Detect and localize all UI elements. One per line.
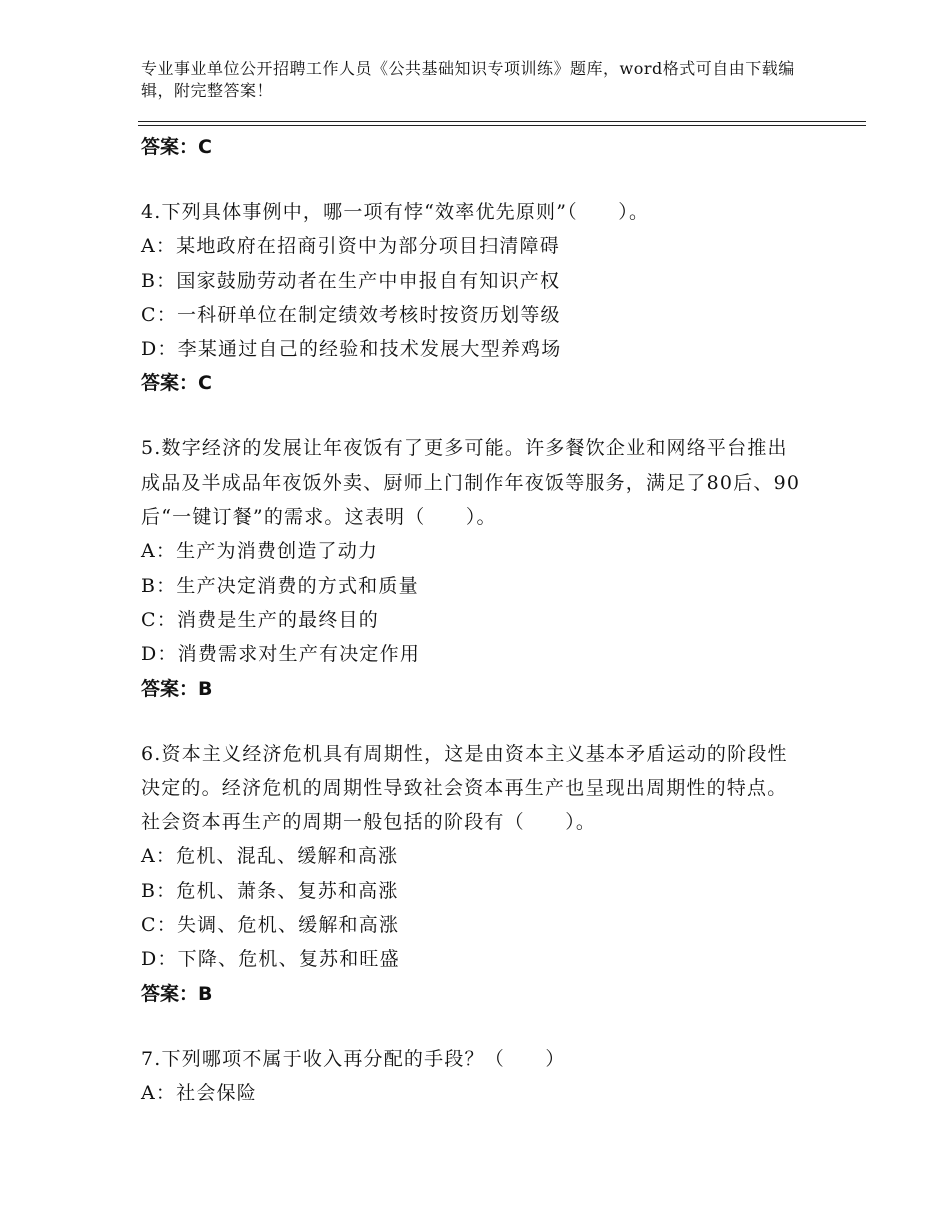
question-stem: 5.数字经济的发展让年夜饭有了更多可能。许多餐饮企业和网络平台推出成品及半成品年夜饭外卖、厨师上门制作年夜饭等服务，满足了80后、90后“一键订餐”的需求。这表明（ ）。 (141, 437, 801, 529)
header-rule (138, 121, 866, 122)
question-stem: 7.下列哪项不属于收入再分配的手段？（ ） (141, 1047, 566, 1070)
option-c: C：一科研单位在制定绩效考核时按资历划等级 (141, 303, 561, 326)
option-a: A：危机、混乱、缓解和高涨 (141, 845, 399, 868)
option-c: C：消费是生产的最终目的 (141, 608, 379, 631)
option-b: B：危机、萧条、复苏和高涨 (141, 879, 399, 902)
question-7 (141, 1042, 801, 1111)
option-a: A：某地政府在招商引资中为部分项目扫清障碍 (141, 235, 560, 258)
question-list (141, 130, 801, 1110)
option-c: C：失调、危机、缓解和高涨 (141, 914, 400, 937)
question-6 (141, 737, 801, 1011)
question-5 (141, 431, 801, 705)
answer: 答案：B (141, 677, 213, 700)
option-d: D：消费需求对生产有决定作用 (141, 643, 421, 666)
option-a: A：生产为消费创造了动力 (141, 540, 379, 563)
question-4 (141, 195, 801, 400)
question-stem: 6.资本主义经济危机具有周期性，这是由资本主义基本矛盾运动的阶段性决定的。经济危机的周期性导致社会资本再生产也呈现出周期性的特点。社会资本再生产的周期一般包括的阶段有（ ）。 (141, 742, 788, 834)
option-a: A：社会保险 (141, 1081, 257, 1104)
page-header: 专业事业单位公开招聘工作人员《公共基础知识专项训练》题库，word格式可自由下载编辑，附完整答案！ (141, 59, 795, 100)
previous-answer: 答案：C (141, 136, 212, 158)
option-b: B：生产决定消费的方式和质量 (141, 574, 419, 597)
option-d: D：下降、危机、复苏和旺盛 (141, 948, 400, 971)
option-d: D：李某通过自己的经验和技术发展大型养鸡场 (141, 338, 562, 361)
answer: 答案：B (141, 982, 213, 1005)
answer: 答案：C (141, 372, 212, 395)
question-stem: 4.下列具体事例中，哪一项有悖“效率优先原则”（ ）。 (141, 201, 650, 223)
option-b: B：国家鼓励劳动者在生产中申报自有知识产权 (141, 269, 561, 292)
header-rule-secondary (138, 125, 866, 126)
